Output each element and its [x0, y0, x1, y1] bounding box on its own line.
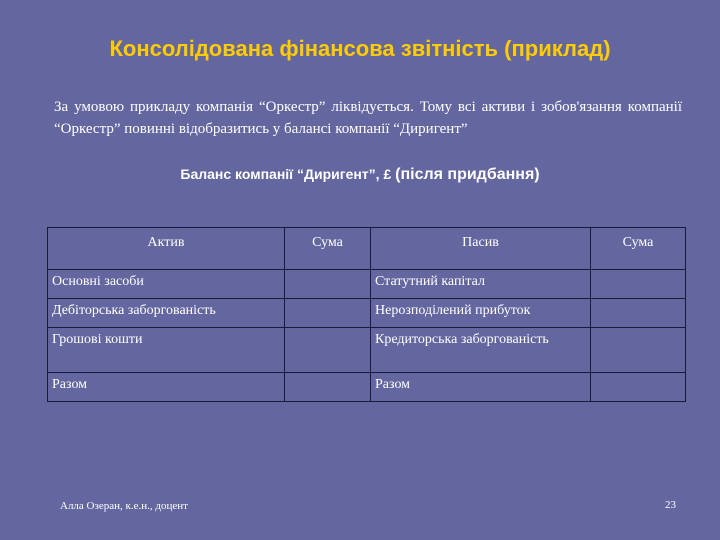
table-cell: Разом — [371, 373, 591, 402]
footer-author: Алла Озеран, к.е.н., доцент — [60, 500, 188, 512]
table-row — [48, 270, 686, 299]
table-cell — [591, 270, 686, 299]
table-row — [48, 373, 686, 402]
balance-table — [47, 227, 686, 402]
slide-title: Консолідована фінансова звітність (приклад) — [109, 36, 611, 61]
table-cell: Грошові кошти — [48, 328, 285, 373]
balance-heading-main: Баланс компанії “Диригент”, £ — [180, 166, 396, 182]
table-cell — [285, 299, 371, 328]
intro-paragraph: За умовою прикладу компанія “Оркестр” ліквідується. Тому всі активи і зобов'язання компанії “Оркестр” повинні відобразитись у балансі компанії “Диригент” — [54, 99, 682, 137]
table-cell — [591, 299, 686, 328]
balance-heading-after: (після придбання) — [395, 166, 540, 183]
table-cell: Кредиторська заборгованість — [371, 328, 591, 373]
table-row — [48, 328, 686, 373]
header-liabilities: Пасив — [371, 228, 591, 270]
table-cell: Дебіторська заборгованість — [48, 299, 285, 328]
table-cell — [285, 328, 371, 373]
table-cell — [591, 373, 686, 402]
table-cell: Разом — [48, 373, 285, 402]
balance-heading — [0, 166, 720, 184]
table-row — [48, 299, 686, 328]
table-cell — [591, 328, 686, 373]
table-cell — [285, 373, 371, 402]
header-assets-amount: Сума — [285, 228, 371, 270]
header-liabilities-amount: Сума — [591, 228, 686, 270]
table-cell: Статутний капітал — [371, 270, 591, 299]
table-cell — [285, 270, 371, 299]
table-header-row — [48, 228, 686, 270]
table-cell: Основні засоби — [48, 270, 285, 299]
page-number: 23 — [665, 499, 676, 511]
header-assets: Актив — [48, 228, 285, 270]
table-cell: Нерозподілений прибуток — [371, 299, 591, 328]
